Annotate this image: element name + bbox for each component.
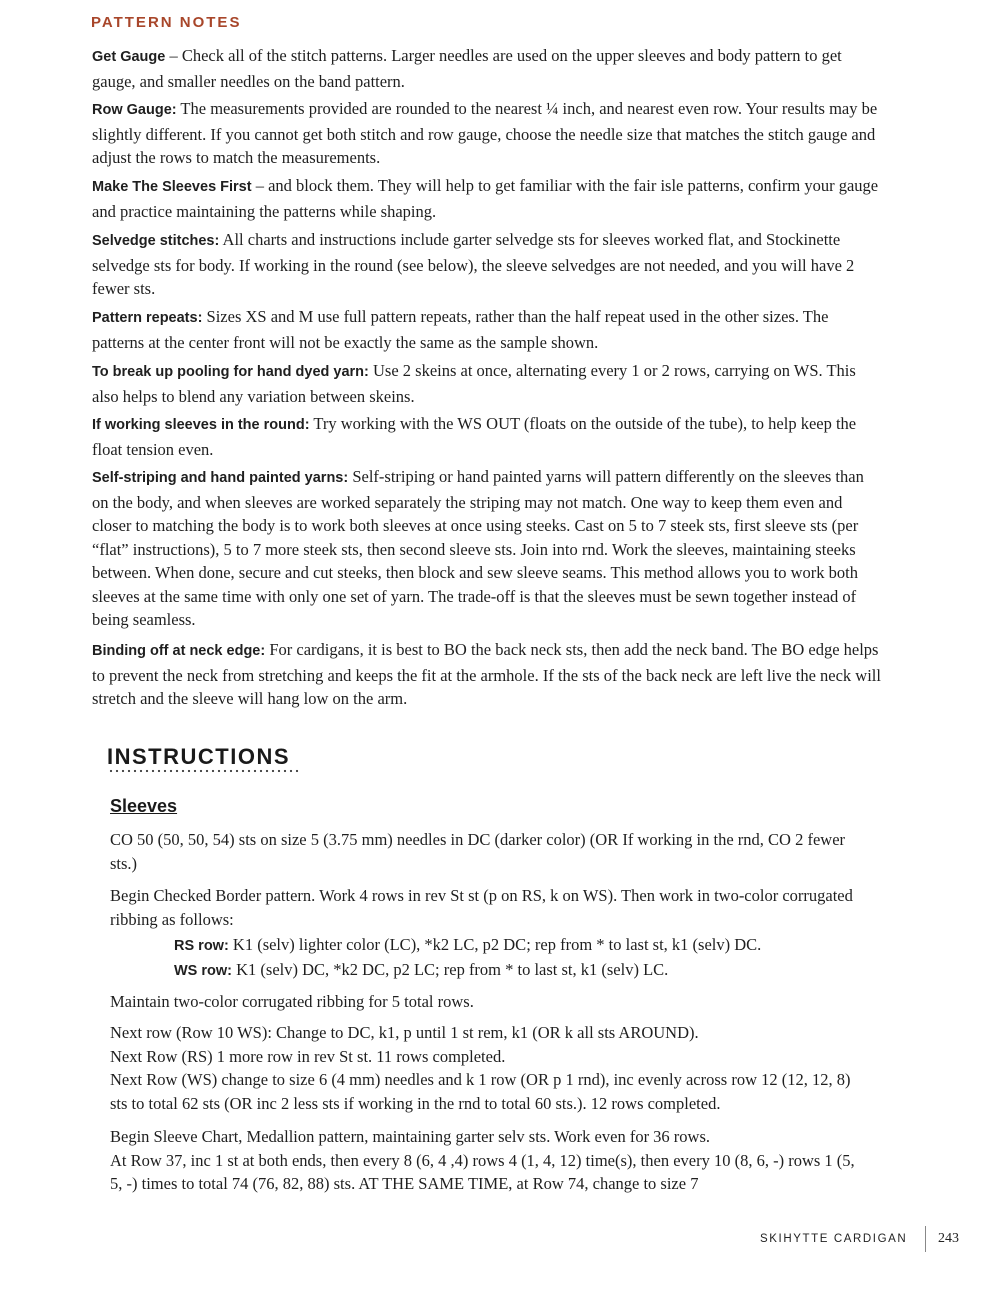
note-text: Use 2 skeins at once, alternating every 1 or 2 rows, carrying on WS. This also helps to blend any variation between skeins. <box>92 361 856 406</box>
ws-row-instruction <box>174 958 874 984</box>
next-row-10: Next row (Row 10 WS): Change to DC, k1, p until 1 st rem, k1 (OR k all sts AROUND). <box>110 1023 699 1042</box>
ws-row-label: WS row: <box>174 963 232 979</box>
note-lead: Pattern repeats: <box>92 310 203 326</box>
note-text: The measurements provided are rounded to the nearest ¼ inch, and nearest even row. Your results may be slightly different. If you cannot get both stitch and row gauge, choose the needle size that matches the stitch gauge and adjust the rows to match the measurements. <box>92 99 878 167</box>
instructions-heading: INSTRUCTIONS <box>107 744 290 769</box>
note-text: For cardigans, it is best to BO the back neck sts, then add the neck band. The BO edge helps to prevent the neck from stretching and keeps the fit at the armhole. If the sts of the back neck are left live the neck will stretch and the sleeve will hang low on the arm. <box>92 640 881 708</box>
sleeves-heading: Sleeves <box>110 796 178 816</box>
note-text: Try working with the WS OUT (floats on the outside of the tube), to help keep the float tension even. <box>92 414 857 459</box>
note-lead: Make The Sleeves First <box>92 179 252 195</box>
note-lead: If working sleeves in the round: <box>92 417 310 433</box>
note-lead: Binding off at neck edge: <box>92 643 266 659</box>
note-text: All charts and instructions include garter selvedge sts for sleeves worked flat, and Stockinette selvedge sts for body. If working in the round (see below), the sleeve selvedges are not needed, and you will have 2 fewer sts. <box>92 230 855 298</box>
note-sleeves-first <box>92 174 882 223</box>
next-row-11: Next Row (RS) 1 more row in rev St st. 11 rows completed. <box>110 1046 506 1066</box>
ws-row-text: K1 (selv) DC, *k2 DC, p2 LC; rep from * to last st, k1 (selv) LC. <box>232 960 669 979</box>
dotted-underline <box>108 769 300 773</box>
note-self-striping <box>92 465 882 632</box>
note-pattern-repeats <box>92 305 882 354</box>
note-row-gauge <box>92 97 882 170</box>
note-text: – Check all of the stitch patterns. Larger needles are used on the upper sleeves and body pattern to get gauge, and smaller needles on the band pattern. <box>92 46 842 91</box>
page-number: 243 <box>938 1231 959 1246</box>
rs-row-text: K1 (selv) lighter color (LC), *k2 LC, p2 DC; rep from * to last st, k1 (selv) DC. <box>228 935 762 954</box>
note-text: Sizes XS and M use full pattern repeats, rather than the half repeat used in the other sizes. The patterns at the center front will not be exactly the same as the sample shown. <box>92 307 829 352</box>
sleeves-next-rows <box>110 1021 870 1115</box>
sleeves-border: Begin Checked Border pattern. Work 4 rows in rev St st (p on RS, k on WS). Then work in two-color corrugated ribbing as follows: <box>110 886 853 929</box>
sleeves-cast-on: CO 50 (50, 50, 54) sts on size 5 (3.75 mm) needles in DC (darker color) (OR If working in the rnd, CO 2 fewer sts.) <box>110 830 846 873</box>
note-pooling <box>92 359 882 408</box>
pattern-notes-heading: PATTERN NOTES <box>91 14 242 31</box>
rs-row-instruction <box>174 933 874 959</box>
note-lead: To break up pooling for hand dyed yarn: <box>92 364 369 380</box>
note-binding-off <box>92 638 882 711</box>
note-text: – and block them. They will help to get familiar with the fair isle patterns, confirm your gauge and practice maintaining the patterns while shaping. <box>92 176 879 221</box>
sleeves-ribbing-rows: Maintain two-color corrugated ribbing for 5 total rows. <box>110 992 474 1011</box>
note-get-gauge <box>92 44 882 93</box>
sleeves-chart <box>110 1125 870 1196</box>
next-row-12: Next Row (WS) change to size 6 (4 mm) needles and k 1 row (OR p 1 rnd), inc evenly across row 12 (12, 12, 8) sts to total 62 sts (OR inc 2 less sts if working in the rnd to total 60 sts.). 12 rows completed. <box>110 1070 851 1113</box>
note-lead: Selvedge stitches: <box>92 233 220 249</box>
note-lead: Get Gauge <box>92 49 166 65</box>
note-lead: Row Gauge: <box>92 102 177 118</box>
note-lead: Self-striping and hand painted yarns: <box>92 470 349 486</box>
footer-divider <box>925 1226 926 1252</box>
rs-row-label: RS row: <box>174 938 229 954</box>
note-text: Self-striping or hand painted yarns will pattern differently on the sleeves than on the body, and when sleeves are worked separately the striping may not match. One way to keep them even and closer to matching the body is to work both sleeves at once using steeks. Cast on 5 to 7 steek sts, first sleeve sts (per “flat” instructions), 5 to 7 more steek sts, then second sleeve sts. Join into rnd. Work the sleeves, maintaining steeks between. When done, secure and cut steeks, then block and sew sleeve seams. This method allows you to work both sleeves at the same time with only one set of yarn. The trade-off is that the sleeves must be sewn together instead of being seamless. <box>92 467 864 629</box>
note-in-round <box>92 412 882 461</box>
note-selvedge <box>92 228 882 301</box>
sleeve-chart-begin: Begin Sleeve Chart, Medallion pattern, maintaining garter selv sts. Work even for 36 rows. <box>110 1127 711 1146</box>
footer-pattern-title: SKIHYTTE CARDIGAN <box>760 1233 908 1245</box>
sleeve-chart-increases: At Row 37, inc 1 st at both ends, then every 8 (6, 4 ,4) rows 4 (1, 4, 12) time(s), then every 10 (8, 6, -) rows 1 (5, 5, -) times to total 74 (76, 82, 88) sts. AT THE SAME TIME, at Row 74, change to size 7 <box>110 1150 855 1193</box>
